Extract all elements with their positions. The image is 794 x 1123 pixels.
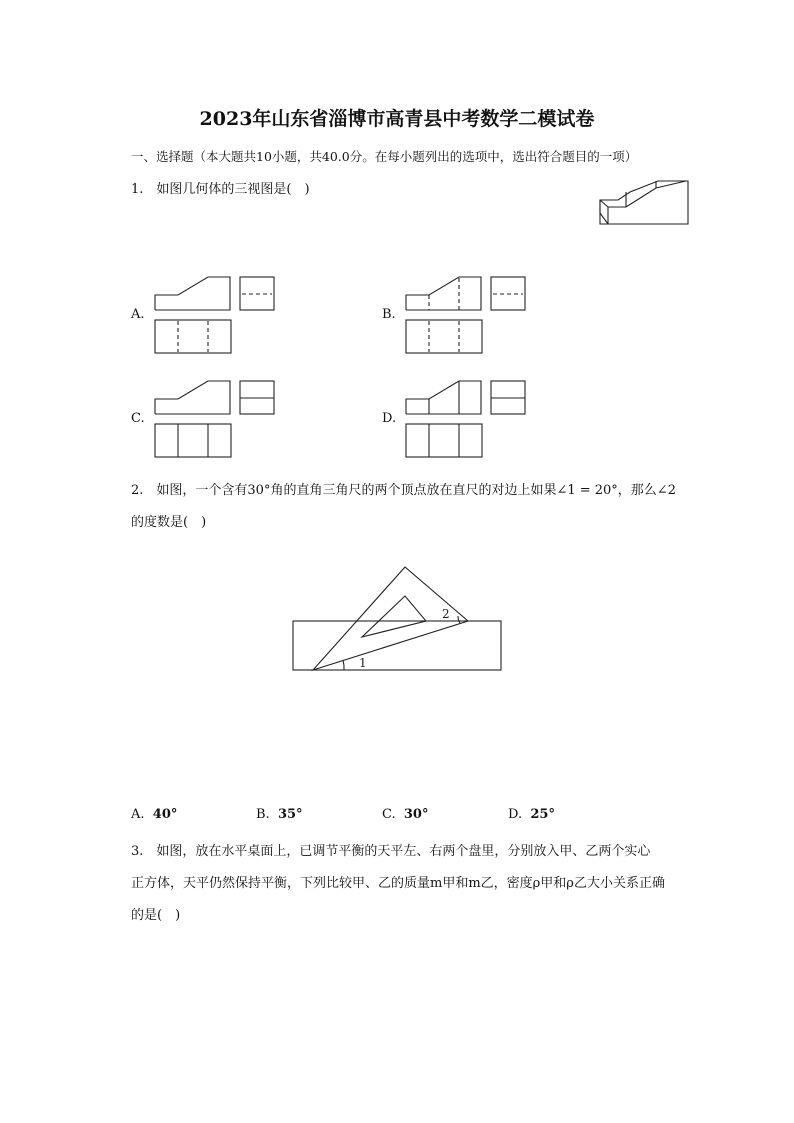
q1-option-a-views[interactable] <box>154 276 276 356</box>
ruler-triangle-figure <box>292 566 504 674</box>
q1-option-d-label[interactable]: D. <box>382 411 397 426</box>
q1-option-b-views[interactable] <box>405 276 527 356</box>
question-2-stem-line2: 的度数是( ) <box>131 515 207 530</box>
q2-option-d[interactable]: D. 25° <box>508 807 555 822</box>
question-3-line1: 3. 如图，放在水平桌面上，已调节平衡的天平左、右两个盘里，分别放入甲、乙两个实心 <box>131 844 651 859</box>
solid-figure-3d <box>598 178 692 228</box>
angle-2-label: 2 <box>442 607 450 621</box>
q2-option-c[interactable]: C. 30° <box>382 807 429 822</box>
q1-option-c-label[interactable]: C. <box>131 411 145 426</box>
q1-option-d-views[interactable] <box>405 380 527 460</box>
question-1-stem: 1. 如图几何体的三视图是( ) <box>131 182 310 197</box>
q2-option-b[interactable]: B. 35° <box>256 807 303 822</box>
question-3-line3: 的是( ) <box>131 908 181 923</box>
question-3-line2: 正方体，天平仍然保持平衡，下列比较甲、乙的质量m甲和m乙，密度ρ甲和ρ乙大小关系正确 <box>131 876 665 891</box>
page-title: 2023年山东省淄博市高青县中考数学二模试卷 <box>199 108 595 130</box>
angle-1-label: 1 <box>359 656 367 670</box>
section-heading: 一、选择题（本大题共10小题，共40.0分。在每小题列出的选项中，选出符合题目的一项） <box>131 149 638 164</box>
q2-option-a[interactable]: A. 40° <box>131 807 178 822</box>
q1-option-c-views[interactable] <box>154 380 276 460</box>
q1-option-b-label[interactable]: B. <box>382 307 396 322</box>
q1-option-a-label[interactable]: A. <box>131 307 145 322</box>
question-2-stem-line1: 2. 如图，一个含有30°角的直角三角尺的两个顶点放在直尺的对边上如果∠1 = 20°，那么∠2 <box>131 483 676 498</box>
